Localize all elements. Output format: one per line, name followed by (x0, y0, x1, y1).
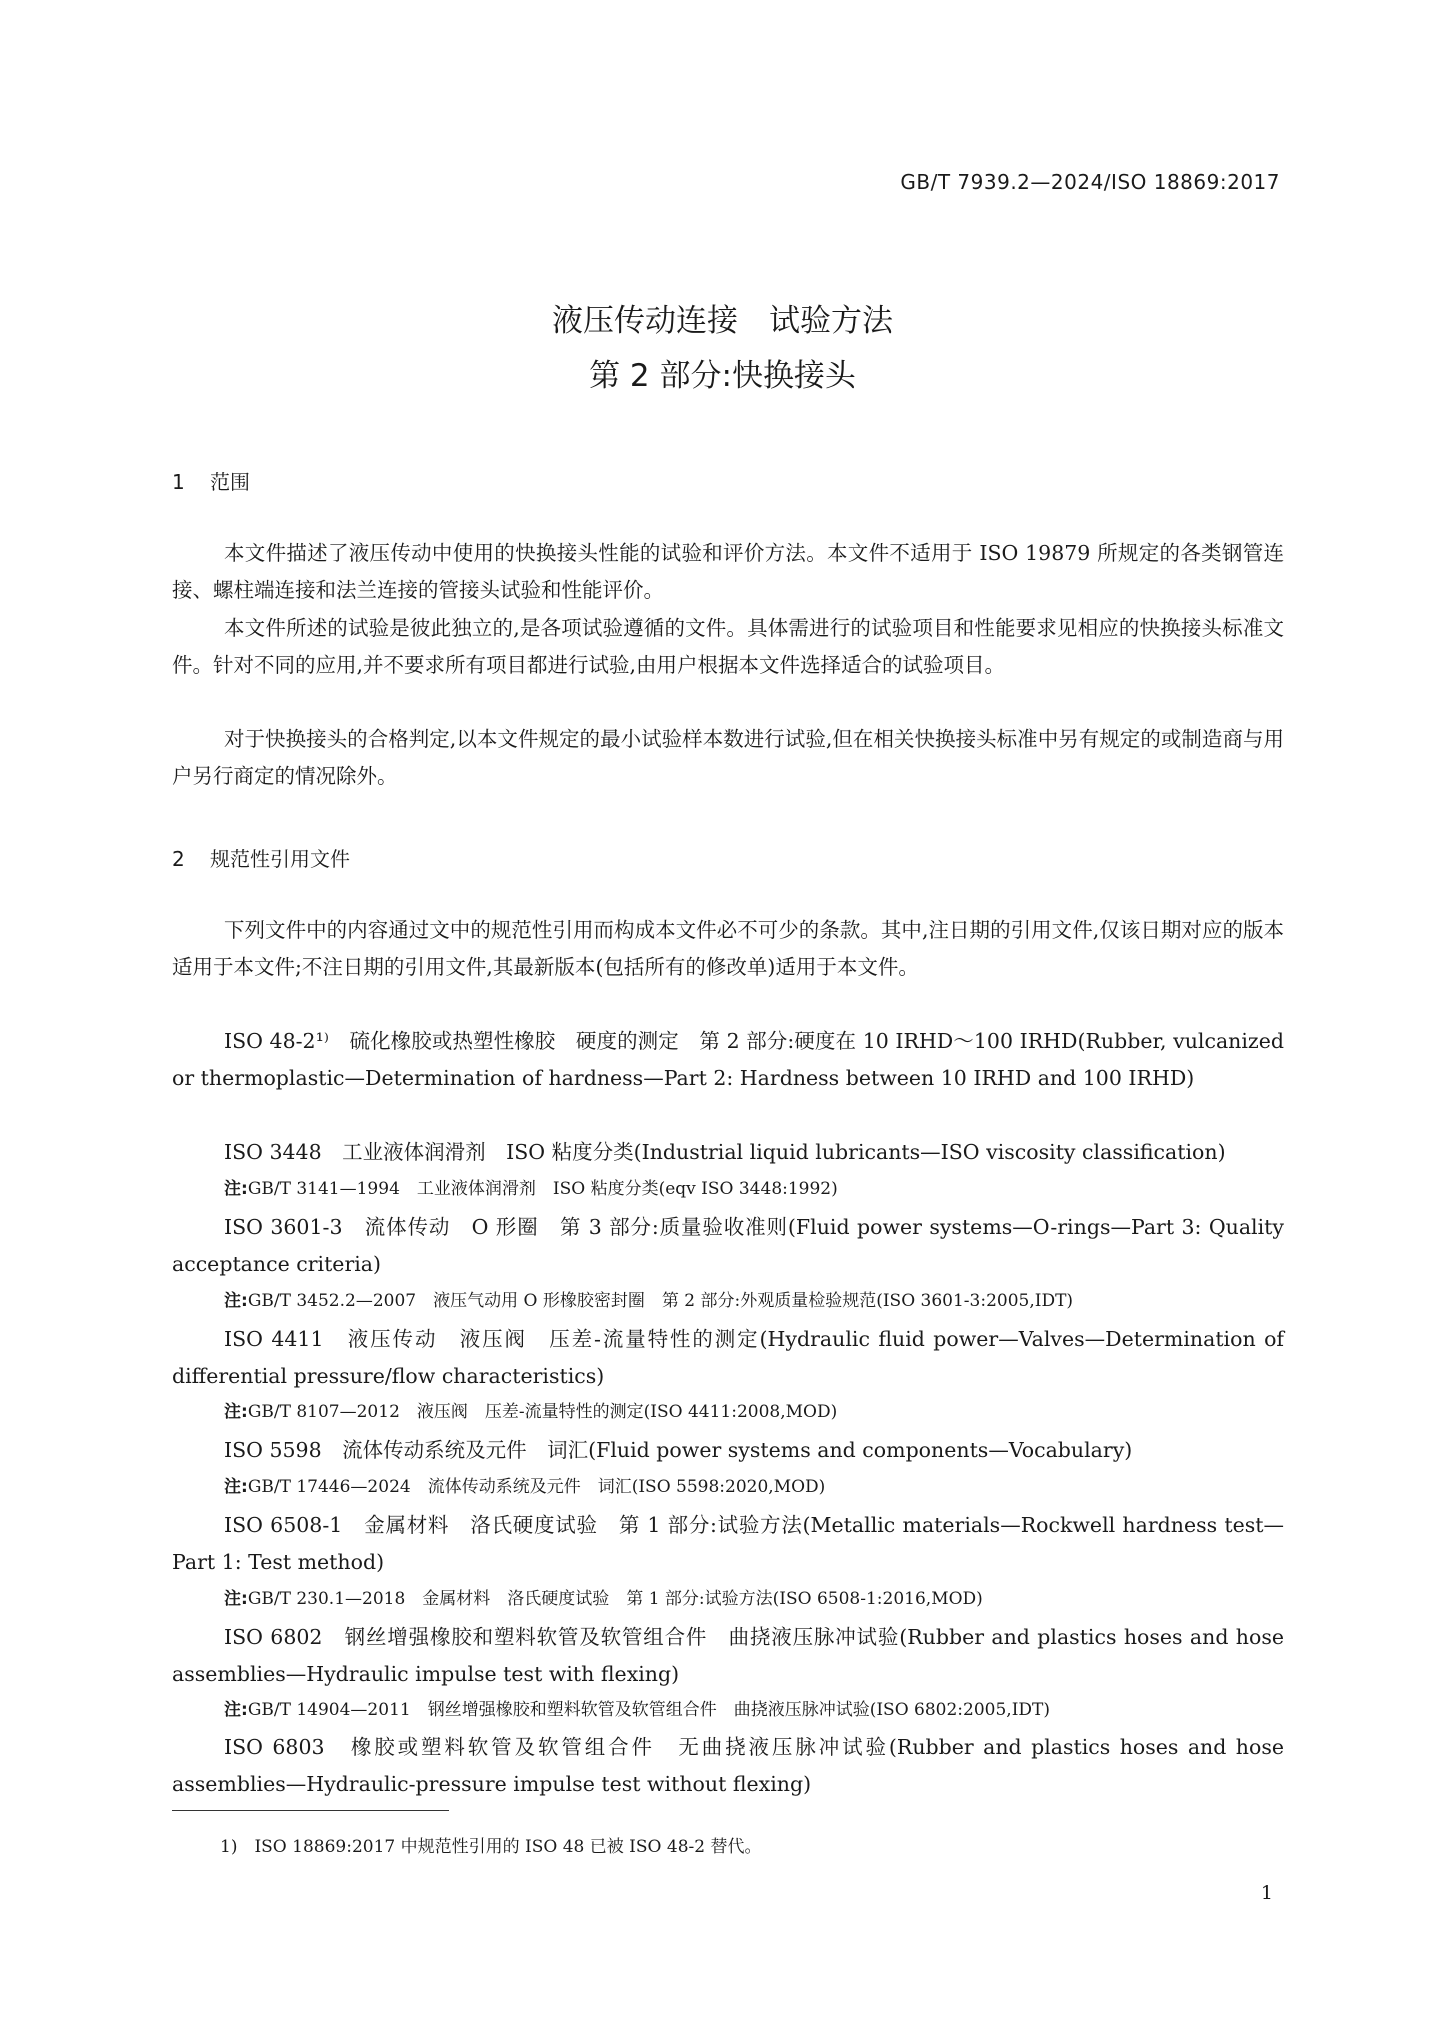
document-title-line1: 液压传动连接 试验方法 (552, 303, 893, 339)
reference-note: 注:GB/T 3452.2—2007 液压气动用 O 形橡胶密封圈 第 2 部分:外观质量检验规范(ISO 3601-3:2005,IDT) (224, 1291, 1074, 1311)
reference-iso-6802: ISO 6802 钢丝增强橡胶和塑料软管及软管组合件 曲挠液压脉冲试验(Rubber and plastics hoses and hose assemblies—Hydraulic impulse test with flexing) (172, 1625, 1284, 1686)
reference-iso-3448: ISO 3448 工业液体润滑剂 ISO 粘度分类(Industrial liquid lubricants—ISO viscosity classification) (224, 1140, 1226, 1164)
section-title: 规范性引用文件 (210, 847, 350, 871)
reference-iso-6508-1: ISO 6508-1 金属材料 洛氏硬度试验 第 1 部分:试验方法(Metallic materials—Rockwell hardness test—Part 1: Test method) (172, 1513, 1284, 1574)
reference-note: 注:GB/T 17446—2024 流体传动系统及元件 词汇(ISO 5598:2020,MOD) (224, 1477, 826, 1497)
reference-iso-4411: ISO 4411 液压传动 液压阀 压差-流量特性的测定(Hydraulic fluid power—Valves—Determination of differential pressure/flow characteristics) (172, 1327, 1284, 1388)
reference-iso-3601-3: ISO 3601-3 流体传动 O 形圈 第 3 部分:质量验收准则(Fluid power systems—O-rings—Part 3: Quality acceptance criteria) (172, 1215, 1284, 1276)
document-title-line2: 第 2 部分:快换接头 (589, 358, 856, 394)
section-title: 范围 (210, 470, 250, 494)
reference-iso-5598: ISO 5598 流体传动系统及元件 词汇(Fluid power systems and components—Vocabulary) (224, 1438, 1133, 1462)
scope-paragraph-2: 本文件所述的试验是彼此独立的,是各项试验遵循的文件。具体需进行的试验项目和性能要求见相应的快换接头标准文件。针对不同的应用,并不要求所有项目都进行试验,由用户根据本文件选择适合的试验项目。 (172, 616, 1284, 677)
reference-note: 注:GB/T 14904—2011 钢丝增强橡胶和塑料软管及软管组合件 曲挠液压脉冲试验(ISO 6802:2005,IDT) (224, 1700, 1051, 1720)
reference-note: 注:GB/T 8107—2012 液压阀 压差-流量特性的测定(ISO 4411:2008,MOD) (224, 1402, 838, 1422)
section-number: 2 (172, 847, 185, 871)
footnote: 1) ISO 18869:2017 中规范性引用的 ISO 48 已被 ISO 48-2 替代。 (220, 1837, 762, 1857)
reference-note: 注:GB/T 230.1—2018 金属材料 洛氏硬度试验 第 1 部分:试验方法(ISO 6508-1:2016,MOD) (224, 1589, 983, 1609)
reference-iso-6803: ISO 6803 橡胶或塑料软管及软管组合件 无曲挠液压脉冲试验(Rubber and plastics hoses and hose assemblies—Hydraulic-pressure impulse test without flexing) (172, 1735, 1284, 1796)
section-number: 1 (172, 470, 185, 494)
references-intro: 下列文件中的内容通过文中的规范性引用而构成本文件必不可少的条款。其中,注日期的引用文件,仅该日期对应的版本适用于本文件;不注日期的引用文件,其最新版本(包括所有的修改单)适用于本文件。 (172, 918, 1284, 979)
footnote-divider (172, 1810, 449, 1811)
reference-note: 注:GB/T 3141—1994 工业液体润滑剂 ISO 粘度分类(eqv ISO 3448:1992) (224, 1179, 838, 1199)
reference-iso-48-2: ISO 48-2¹⁾ 硫化橡胶或热塑性橡胶 硬度的测定 第 2 部分:硬度在 10 IRHD～100 IRHD(Rubber, vulcanized or thermoplastic—Determination of hardness—Part 2: Hardness between 10 IRHD and 100 IRHD) (172, 1029, 1284, 1090)
scope-paragraph-1: 本文件描述了液压传动中使用的快换接头性能的试验和评价方法。本文件不适用于 ISO 19879 所规定的各类钢管连接、螺柱端连接和法兰连接的管接头试验和性能评价。 (172, 541, 1284, 602)
section-1-heading (172, 466, 250, 495)
scope-paragraph-3: 对于快换接头的合格判定,以本文件规定的最小试验样本数进行试验,但在相关快换接头标准中另有规定的或制造商与用户另行商定的情况除外。 (172, 727, 1284, 788)
page-number: 1 (1260, 1882, 1273, 1904)
section-2-heading (172, 843, 350, 872)
standard-code: GB/T 7939.2—2024/ISO 18869:2017 (900, 170, 1280, 194)
